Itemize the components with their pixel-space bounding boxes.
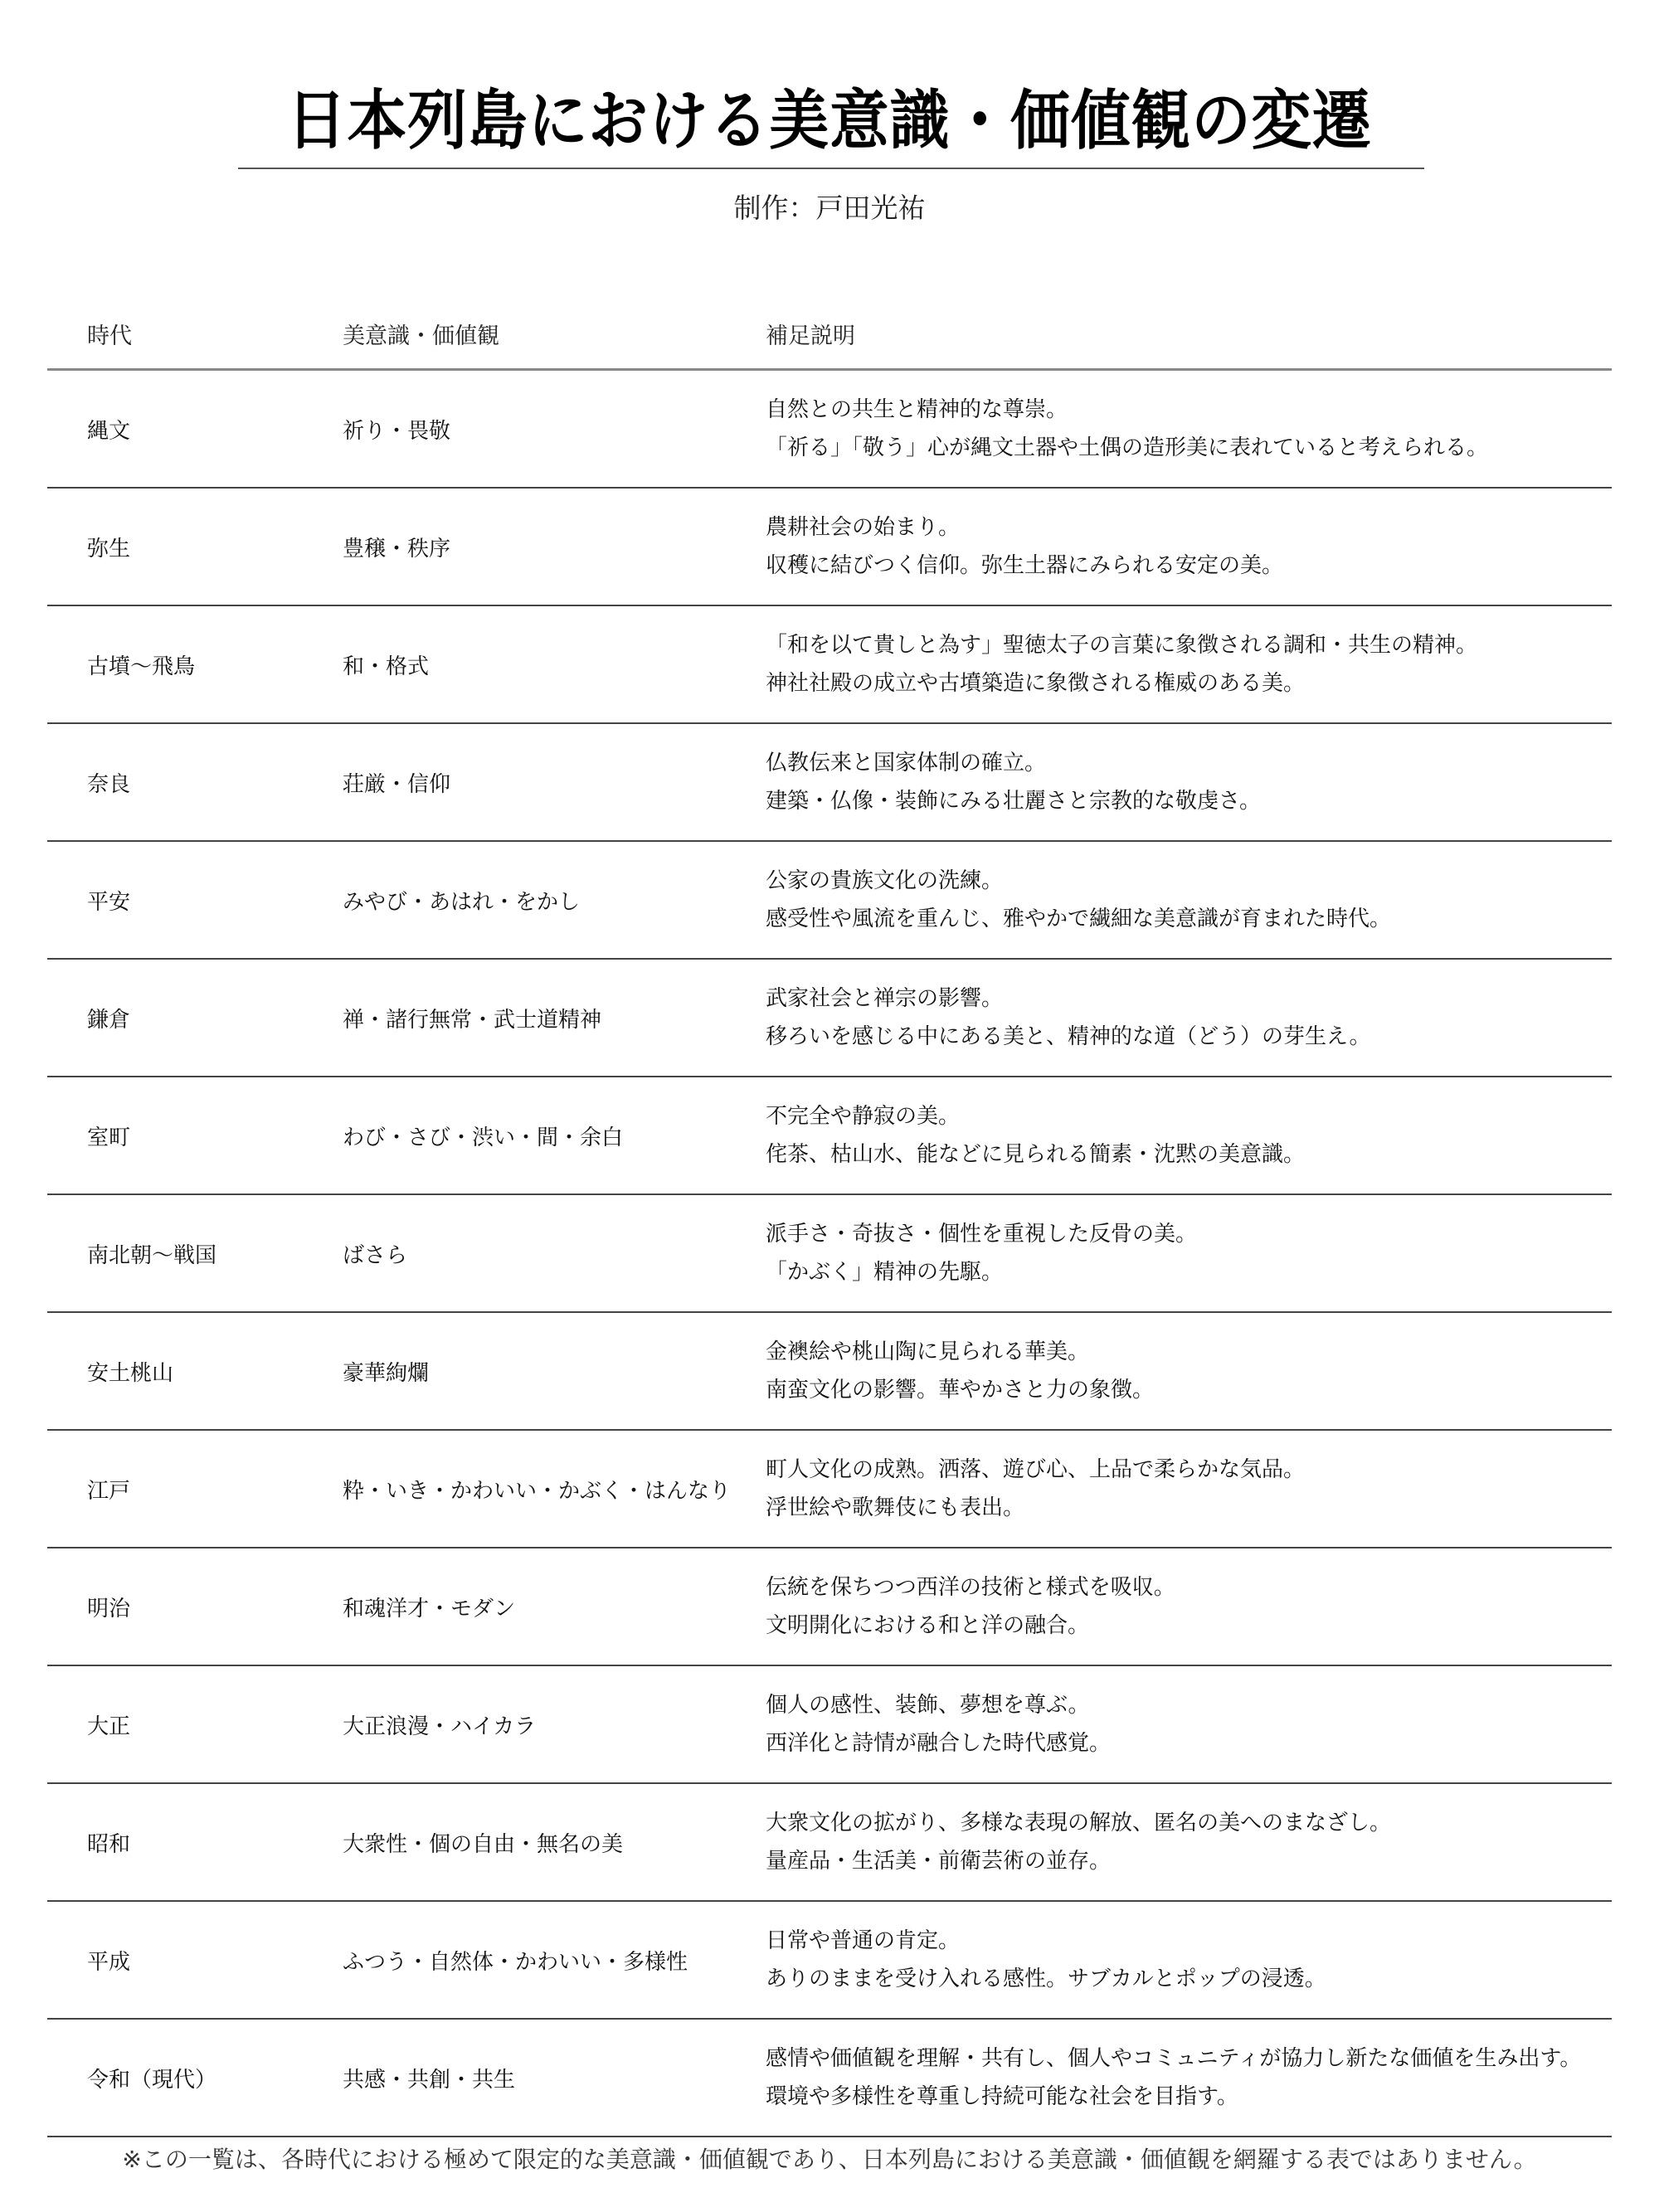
notes-cell bbox=[762, 868, 1612, 932]
notes-cell bbox=[762, 1574, 1612, 1639]
note-line: 農耕社会の始まり。 bbox=[766, 515, 961, 540]
notes-cell bbox=[762, 985, 1612, 1050]
era-cell: 昭和 bbox=[87, 1831, 131, 1857]
note-line: 侘茶、枯山水、能などに見られる簡素・沈黙の美意識。 bbox=[766, 1142, 1306, 1167]
values-cell: 禅・諸行無常・武士道精神 bbox=[343, 1007, 602, 1033]
aesthetics-table bbox=[47, 299, 1612, 2137]
note-line: 伝統を保ちつつ西洋の技術と様式を吸収。 bbox=[766, 1575, 1175, 1600]
note-line: 公家の貴族文化の洗練。 bbox=[766, 868, 1004, 893]
notes-cell bbox=[762, 396, 1612, 461]
table-row bbox=[47, 371, 1612, 489]
values-cell: 荘厳・信仰 bbox=[343, 771, 451, 797]
table-row bbox=[47, 1431, 1612, 1548]
note-line: 「和を以て貴しと為す」聖徳太子の言葉に象徴される調和・共生の精神。 bbox=[766, 633, 1478, 658]
note-line: 神社社殿の成立や古墳築造に象徴される権威のある美。 bbox=[766, 671, 1306, 696]
note-line: 建築・仏像・装飾にみる壮麗さと宗教的な敬虔さ。 bbox=[766, 789, 1261, 814]
era-cell: 鎌倉 bbox=[87, 1007, 131, 1033]
notes-cell bbox=[762, 1339, 1612, 1403]
footnote: ※この一覧は、各時代における極めて限定的な美意識・価値観であり、日本列島における美意識・価値観を網羅する表ではありません。 bbox=[122, 2146, 1537, 2173]
values-cell: 祈り・畏敬 bbox=[343, 418, 451, 444]
table-row bbox=[47, 960, 1612, 1077]
values-cell: ばさら bbox=[343, 1242, 408, 1268]
values-cell: 共感・共創・共生 bbox=[343, 2067, 516, 2093]
values-cell: 和魂洋才・モダン bbox=[343, 1596, 516, 1621]
note-line: 浮世絵や歌舞伎にも表出。 bbox=[766, 1495, 1025, 1520]
note-line: 自然との共生と精神的な尊崇。 bbox=[766, 397, 1068, 422]
note-line: 感情や価値観を理解・共有し、個人やコミュニティが協力し新たな価値を生み出す。 bbox=[766, 2046, 1582, 2071]
notes-cell bbox=[762, 2045, 1612, 2110]
table-row bbox=[47, 1666, 1612, 1784]
table-row bbox=[47, 842, 1612, 960]
note-line: 文明開化における和と洋の融合。 bbox=[766, 1613, 1090, 1638]
note-line: 感受性や風流を重んじ、雅やかで繊細な美意識が育まれた時代。 bbox=[766, 907, 1392, 931]
note-line: 西洋化と詩情が融合した時代感覚。 bbox=[766, 1731, 1112, 1756]
note-line: 南蛮文化の影響。華やかさと力の象徴。 bbox=[766, 1378, 1155, 1403]
table-header bbox=[47, 299, 1612, 371]
notes-cell bbox=[762, 750, 1612, 814]
table-body bbox=[47, 371, 1612, 2137]
note-line: 収穫に結びつく信仰。弥生土器にみられる安定の美。 bbox=[766, 553, 1284, 578]
era-cell: 室町 bbox=[87, 1125, 131, 1150]
era-cell: 明治 bbox=[87, 1596, 131, 1621]
notes-cell bbox=[762, 1810, 1612, 1874]
values-cell: ふつう・自然体・かわいい・多様性 bbox=[343, 1949, 688, 1975]
era-cell: 古墳〜飛鳥 bbox=[87, 654, 196, 679]
table-row bbox=[47, 489, 1612, 606]
values-cell: みやび・あはれ・をかし bbox=[343, 889, 581, 915]
era-cell: 大正 bbox=[87, 1714, 131, 1739]
title-container bbox=[0, 80, 1659, 163]
notes-cell bbox=[762, 632, 1612, 697]
notes-cell bbox=[762, 1928, 1612, 1992]
notes-cell bbox=[762, 1692, 1612, 1757]
values-cell: 和・格式 bbox=[343, 654, 430, 679]
table-row bbox=[47, 724, 1612, 842]
era-cell: 奈良 bbox=[87, 771, 131, 797]
column-header-notes: 補足説明 bbox=[766, 323, 855, 349]
era-cell: 南北朝〜戦国 bbox=[87, 1242, 217, 1268]
note-line: 金襖絵や桃山陶に見られる華美。 bbox=[766, 1339, 1090, 1364]
values-cell: 大衆性・個の自由・無名の美 bbox=[343, 1831, 624, 1857]
column-header-era: 時代 bbox=[87, 323, 132, 349]
notes-cell bbox=[762, 1221, 1612, 1286]
note-line: 「祈る」「敬う」心が縄文土器や土偶の造形美に表れていると考えられる。 bbox=[766, 435, 1489, 460]
values-cell: わび・さび・渋い・間・余白 bbox=[343, 1125, 624, 1150]
notes-cell bbox=[762, 1103, 1612, 1168]
note-line: 移ろいを感じる中にある美と、精神的な道（どう）の芽生え。 bbox=[766, 1024, 1371, 1049]
era-cell: 縄文 bbox=[87, 418, 131, 444]
values-cell: 粋・いき・かわいい・かぶく・はんなり bbox=[343, 1478, 732, 1504]
note-line: 環境や多様性を尊重し持続可能な社会を目指す。 bbox=[766, 2084, 1238, 2109]
column-header-values: 美意識・価値観 bbox=[343, 323, 499, 349]
note-line: 日常や普通の肯定。 bbox=[766, 1928, 961, 1953]
table-row bbox=[47, 606, 1612, 724]
note-line: 派手さ・奇抜さ・個性を重視した反骨の美。 bbox=[766, 1222, 1198, 1247]
table-row bbox=[47, 1902, 1612, 2020]
note-line: 量産品・生活美・前衛芸術の並存。 bbox=[766, 1849, 1112, 1874]
note-line: 個人の感性、装飾、夢想を尊ぶ。 bbox=[766, 1693, 1090, 1718]
values-cell: 大正浪漫・ハイカラ bbox=[343, 1714, 537, 1739]
table-row bbox=[47, 1548, 1612, 1666]
values-cell: 豪華絢爛 bbox=[343, 1360, 430, 1386]
era-cell: 平成 bbox=[87, 1949, 131, 1975]
table-row bbox=[47, 1077, 1612, 1195]
table-row bbox=[47, 2020, 1612, 2137]
table-row bbox=[47, 1784, 1612, 1902]
notes-cell bbox=[762, 514, 1612, 579]
note-line: 「かぶく」精神の先駆。 bbox=[766, 1260, 1004, 1285]
page-title: 日本列島における美意識・価値観の変遷 bbox=[286, 83, 1373, 158]
note-line: 大衆文化の拡がり、多様な表現の解放、匿名の美へのまなざし。 bbox=[766, 1811, 1392, 1835]
note-line: 町人文化の成熟。洒落、遊び心、上品で柔らかな気品。 bbox=[766, 1457, 1306, 1482]
era-cell: 江戸 bbox=[87, 1478, 131, 1504]
values-cell: 豊穣・秩序 bbox=[343, 536, 451, 562]
author-credit: 制作：戸田光祐 bbox=[733, 192, 926, 224]
table-row bbox=[47, 1313, 1612, 1431]
notes-cell bbox=[762, 1456, 1612, 1521]
table-row bbox=[47, 1195, 1612, 1313]
era-cell: 弥生 bbox=[87, 536, 131, 562]
era-cell: 令和（現代） bbox=[87, 2067, 217, 2093]
title-underline bbox=[238, 168, 1424, 169]
note-line: 不完全や静寂の美。 bbox=[766, 1104, 961, 1129]
note-line: ありのままを受け入れる感性。サブカルとポップの浸透。 bbox=[766, 1966, 1326, 1991]
era-cell: 安土桃山 bbox=[87, 1360, 174, 1386]
era-cell: 平安 bbox=[87, 889, 131, 915]
note-line: 武家社会と禅宗の影響。 bbox=[766, 986, 1004, 1011]
note-line: 仏教伝来と国家体制の確立。 bbox=[766, 751, 1047, 775]
